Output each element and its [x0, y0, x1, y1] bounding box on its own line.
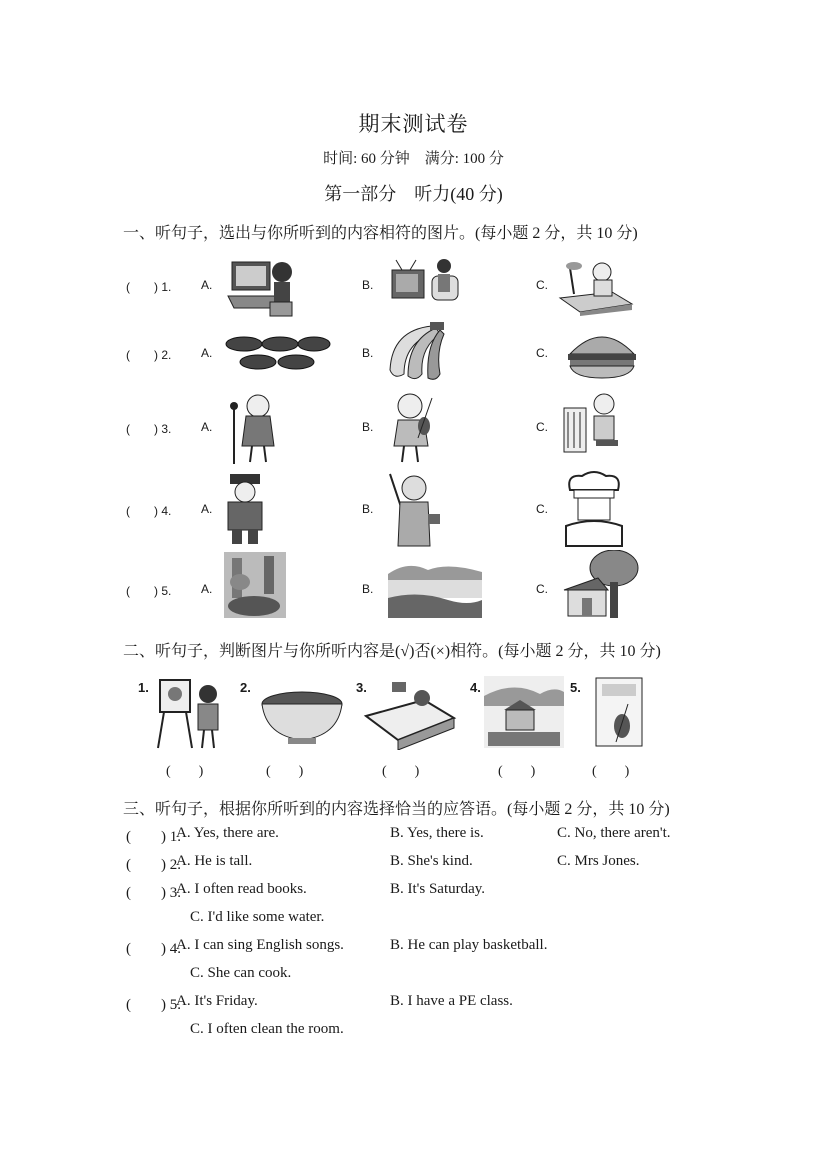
chef-icon[interactable] [560, 470, 628, 548]
option-a-label: A. [201, 582, 213, 596]
house-tree-icon[interactable] [560, 550, 640, 620]
computer-icon[interactable] [224, 256, 296, 318]
piano-girl-icon[interactable] [560, 388, 624, 466]
answer-paren[interactable]: ( ) [592, 764, 630, 779]
option-a[interactable]: A. It's Friday. [176, 993, 258, 1009]
option-a[interactable]: A. I can sing English songs. [176, 937, 344, 953]
section1-row [126, 320, 686, 390]
answer-paren[interactable]: ( ) [382, 764, 420, 779]
noodle-bowl-icon[interactable] [258, 688, 346, 744]
option-b[interactable]: B. I have a PE class. [390, 993, 513, 1009]
answer-paren[interactable]: ( ) 3. [126, 885, 181, 901]
option-a-label: A. [201, 420, 213, 434]
bananas-icon[interactable] [382, 320, 452, 384]
answer-paren[interactable]: ( ) 5. [126, 997, 181, 1013]
answer-paren[interactable]: ( ) 1. [126, 280, 172, 294]
desk-icon[interactable] [556, 254, 636, 316]
answer-paren[interactable]: ( ) 1. [126, 829, 181, 845]
option-a-label: A. [201, 346, 213, 360]
option-a[interactable]: A. I often read books. [176, 881, 307, 897]
option-c-label: C. [536, 278, 548, 292]
forest-icon[interactable] [224, 552, 286, 618]
option-a[interactable]: A. Yes, there are. [176, 825, 279, 841]
eggplants-icon[interactable] [222, 330, 332, 374]
section1-row [126, 550, 686, 620]
option-c[interactable]: C. She can cook. [190, 965, 292, 981]
answer-paren[interactable]: ( ) 4. [126, 941, 181, 957]
option-b-label: B. [362, 582, 374, 596]
option-a-label: A. [201, 502, 213, 516]
option-a-label: A. [201, 278, 213, 292]
section1-heading: 一、听句子，选出与你所听到的内容相符的图片。(每小题 2 分，共 10 分) [123, 225, 638, 242]
violin-girl-icon[interactable] [384, 388, 440, 466]
answer-paren[interactable]: ( ) [166, 764, 204, 779]
section1-row [126, 468, 686, 538]
option-c-label: C. [536, 420, 548, 434]
lake-icon[interactable] [388, 556, 482, 618]
answer-paren[interactable]: ( ) 5. [126, 584, 172, 598]
painting-boy-icon[interactable] [150, 676, 226, 750]
hamburger-icon[interactable] [564, 326, 640, 382]
answer-paren[interactable]: ( ) [498, 764, 536, 779]
item-number: 2. [240, 680, 251, 695]
answer-paren[interactable]: ( ) 4. [126, 504, 172, 518]
option-c[interactable]: C. I'd like some water. [190, 909, 325, 925]
item-number: 4. [470, 680, 481, 695]
item-number: 3. [356, 680, 367, 695]
section1-row [126, 386, 686, 456]
sleeping-bed-icon[interactable] [362, 678, 458, 750]
answer-paren[interactable]: ( ) 2. [126, 857, 181, 873]
page-title: 期末测试卷 [358, 112, 469, 136]
option-c-label: C. [536, 582, 548, 596]
item-number: 5. [570, 680, 581, 695]
part-heading: 第一部分 听力(40 分) [324, 184, 503, 204]
teacher-icon[interactable] [384, 470, 442, 548]
section2-heading: 二、听句子，判断图片与你所听内容是(√)否(×)相符。(每小题 2 分，共 10 分) [123, 643, 661, 660]
option-b-label: B. [362, 502, 374, 516]
option-a[interactable]: A. He is tall. [176, 853, 253, 869]
exam-meta: 时间: 60 分钟 满分: 100 分 [323, 151, 504, 167]
option-c-label: C. [536, 502, 548, 516]
answer-paren[interactable]: ( ) 3. [126, 422, 172, 436]
option-c[interactable]: C. Mrs Jones. [557, 853, 640, 869]
option-b-label: B. [362, 420, 374, 434]
item-number: 1. [138, 680, 149, 695]
option-b[interactable]: B. It's Saturday. [390, 881, 486, 897]
police-icon[interactable] [222, 470, 268, 546]
tv-icon[interactable] [388, 256, 464, 312]
music-book-icon[interactable] [594, 676, 644, 748]
option-b[interactable]: B. Yes, there is. [390, 825, 484, 841]
option-b-label: B. [362, 346, 374, 360]
village-icon[interactable] [484, 676, 564, 748]
answer-paren[interactable]: ( ) [266, 764, 304, 779]
option-b-label: B. [362, 278, 374, 292]
option-c[interactable]: C. No, there aren't. [557, 825, 671, 841]
answer-paren[interactable]: ( ) 2. [126, 348, 172, 362]
option-c[interactable]: C. I often clean the room. [190, 1021, 344, 1037]
option-b[interactable]: B. She's kind. [390, 853, 473, 869]
option-c-label: C. [536, 346, 548, 360]
section1-row [126, 252, 686, 322]
option-b[interactable]: B. He can play basketball. [390, 937, 548, 953]
section3-heading: 三、听句子，根据你所听到的内容选择恰当的应答语。(每小题 2 分，共 10 分) [123, 801, 670, 818]
singing-girl-icon[interactable] [222, 388, 282, 466]
